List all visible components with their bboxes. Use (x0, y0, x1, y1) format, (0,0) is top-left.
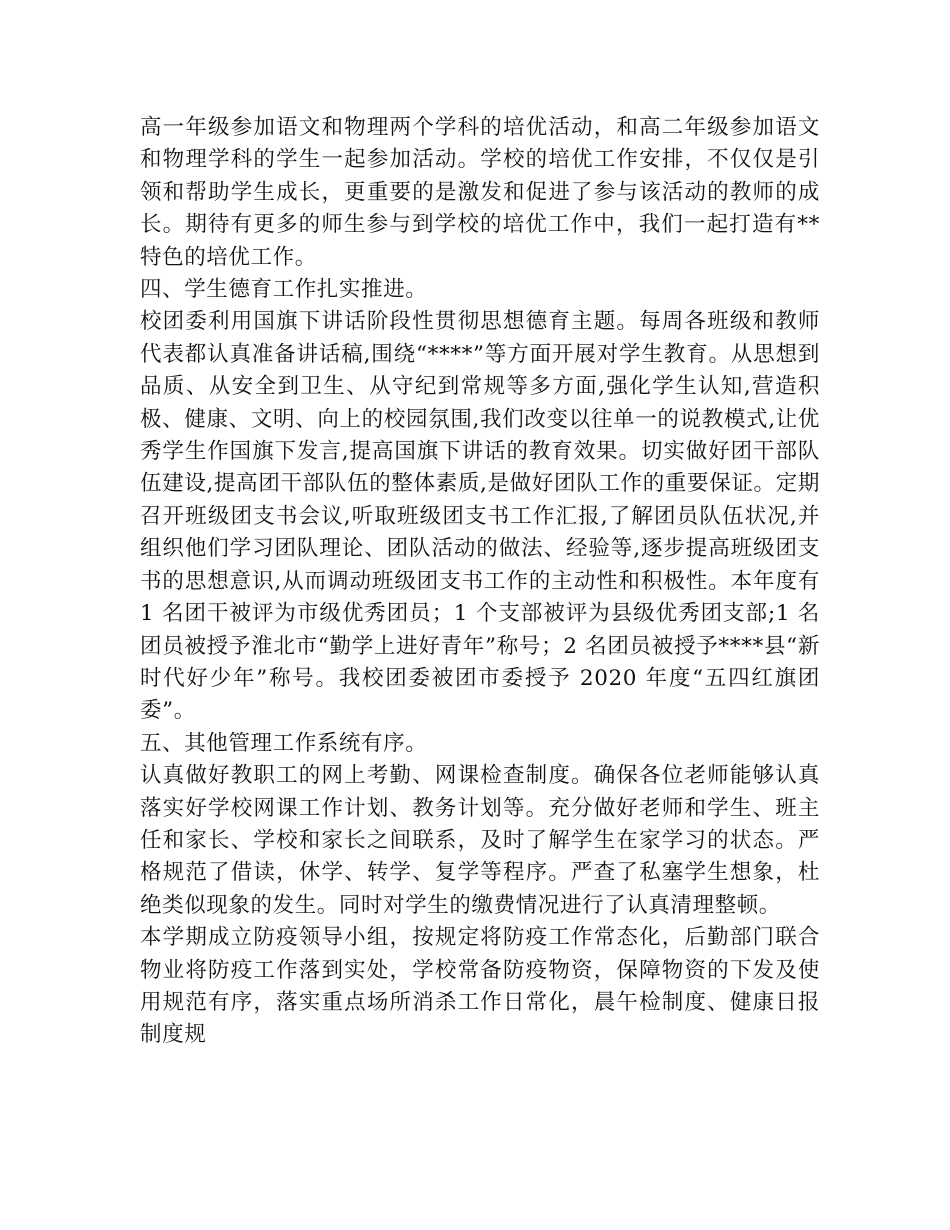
paragraph-attendance-management: 认真做好教职工的网上考勤、网课检查制度。确保各位老师能够认真落实好学校网课工作计划、教务计划等。充分做好老师和学生、班主任和家长、学校和家长之间联系，及时了解学生在家学习的状态。严格规范了借读，休学、转学、复学等程序。严查了私塞学生想象，杜绝类似现象的发生。同时对学生的缴费情况进行了认真清理整顿。 (140, 763, 820, 918)
document-body (140, 112, 820, 1052)
paragraph-epidemic-prevention: 本学期成立防疫领导小组，按规定将防疫工作常态化，后勤部门联合物业将防疫工作落到实处，学校常备防疫物资，保障物资的下发及使用规范有序，落实重点场所消杀工作日常化，晨午检制度、健康日报制度规 (140, 925, 820, 1048)
paragraph-gifted-program: 高一年级参加语文和物理两个学科的培优活动，和高二年级参加语文和物理学科的学生一起参加活动。学校的培优工作安排，不仅仅是引领和帮助学生成长，更重要的是激发和促进了参与该活动的教师的成长。期待有更多的师生参与到学校的培优工作中，我们一起打造有**特色的培优工作。 (140, 115, 820, 270)
paragraph-moral-education: 校团委利用国旗下讲话阶段性贯彻思想德育主题。每周各班级和教师代表都认真准备讲话稿,围绕“****”等方面开展对学生教育。从思想到品质、从安全到卫生、从守纪到常规等多方面,强化学生认知,营造积极、健康、文明、向上的校园氛围,我们改变以往单一的说教模式,让优秀学生作国旗下发言,提高国旗下讲话的教育效果。切实做好团干部队伍建设,提高团干部队伍的整体素质,是做好团队工作的重要保证。定期召开班级团支书会议,听取班级团支书工作汇报,了解团员队伍状况,并组织他们学习团队理论、团队活动的做法、经验等,逐步提高班级团支书的思想意识,从而调动班级团支书工作的主动性和积极性。本年度有 1 名团干被评为市级优秀团员；1 个支部被评为县级优秀团支部;1 名团员被授予淮北市“勤学上进好青年”称号；2 名团员被授予****县“新时代好少年”称号。我校团委被团市委授予 2020 年度“五四红旗团委”。 (140, 309, 820, 724)
section-heading-moral-education: 四、学生德育工作扎实推进。 (140, 277, 428, 303)
section-heading-other-management: 五、其他管理工作系统有序。 (140, 730, 428, 756)
